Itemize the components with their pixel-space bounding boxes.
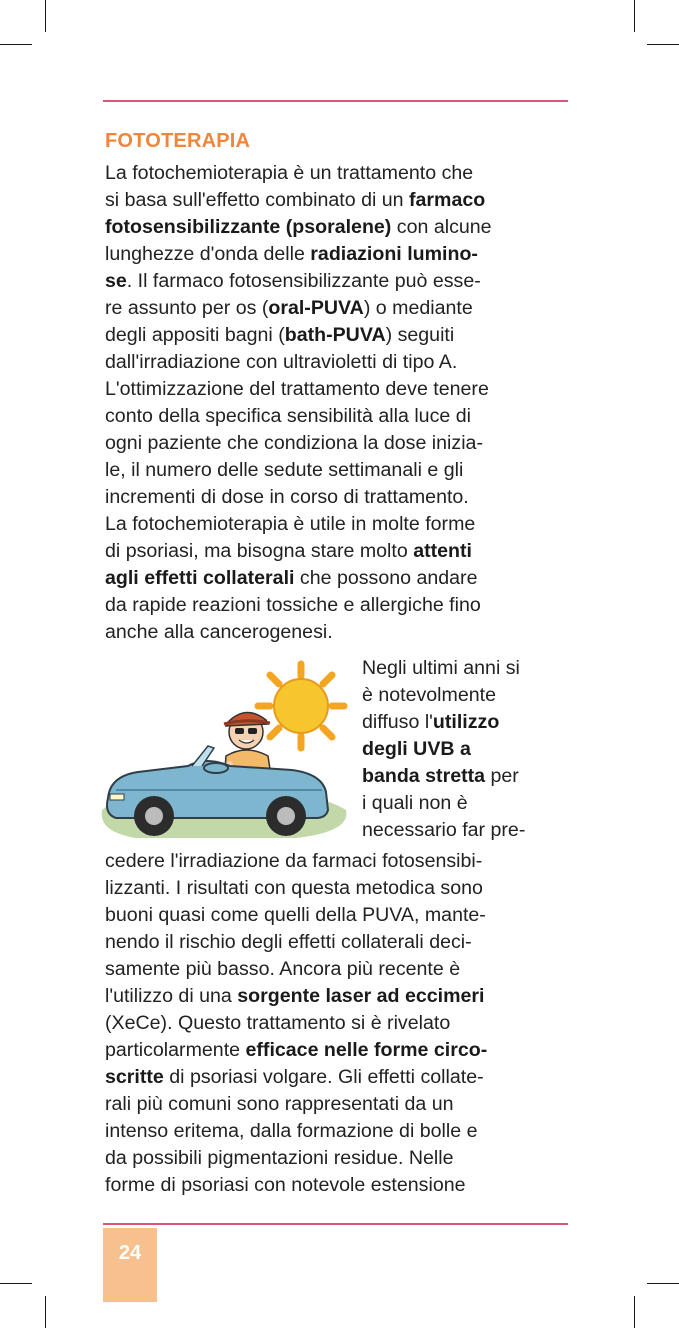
text-line: si basa sull'effetto combinato di un farmaco (105, 189, 486, 211)
text-line: lizzanti. I risultati con questa metodica sono (105, 877, 483, 899)
text-line: le, il numero delle sedute settimanali e gli (105, 459, 464, 481)
text-line: incrementi di dose in corso di trattamento. (105, 486, 469, 508)
text-line: lunghezze d'onda delle radiazioni lumino- (105, 243, 478, 265)
top-rule (103, 100, 568, 102)
text-line: necessario far pre- (362, 819, 526, 841)
text-line: nendo il rischio degli effetti collaterali deci- (105, 931, 472, 953)
text-line: La fotochemioterapia è utile in molte forme (105, 513, 476, 535)
text-line: La fotochemioterapia è un trattamento che (105, 162, 474, 184)
crop-mark (0, 44, 32, 45)
text-line: dall'irradiazione con ultravioletti di tipo A. (105, 351, 458, 373)
text-line: samente più basso. Ancora più recente è (105, 958, 461, 980)
text-line: scritte di psoriasi volgare. Gli effetti collate- (105, 1066, 484, 1088)
bottom-rule (103, 1223, 568, 1225)
crop-mark (647, 1283, 679, 1284)
crop-mark (45, 1296, 46, 1328)
emphasis: efficace nelle forme circo- (245, 1039, 488, 1061)
crop-mark (0, 1283, 32, 1284)
text-line: agli effetti collaterali che possono andare (105, 567, 478, 589)
text-line: re assunto per os (oral-PUVA) o mediante (105, 297, 473, 319)
emphasis: fotosensibilizzante (psoralene) (105, 216, 392, 238)
text-line: intenso eritema, dalla formazione di bolle e (105, 1120, 478, 1142)
emphasis: radiazioni lumino- (310, 243, 478, 265)
emphasis: sorgente laser ad eccimeri (237, 985, 485, 1007)
emphasis: farmaco (409, 189, 486, 211)
emphasis: se (105, 270, 127, 292)
emphasis: scritte (105, 1066, 164, 1088)
emphasis: utilizzo (432, 711, 500, 733)
text-line: di psoriasi, ma bisogna stare molto attenti (105, 540, 472, 562)
emphasis: agli effetti collaterali (105, 567, 295, 589)
text-line: da possibili pigmentazioni residue. Nelle (105, 1147, 454, 1169)
emphasis: degli UVB a (362, 738, 471, 760)
page-number: 24 (118, 1242, 142, 1264)
text-line: degli appositi bagni (bath-PUVA) seguiti (105, 324, 455, 346)
crop-mark (647, 44, 679, 45)
text-line: ogni paziente che condiziona la dose inizia- (105, 432, 483, 454)
emphasis: oral-PUVA (268, 297, 364, 319)
paragraph-laser (105, 848, 565, 1199)
text-line: Negli ultimi anni si (362, 657, 520, 679)
text-line: conto della specifica sensibilità alla luce di (105, 405, 471, 427)
text-line (362, 736, 562, 763)
paragraph-uvb (362, 655, 562, 844)
text-line: rali più comuni sono rappresentati da un (105, 1093, 454, 1115)
page-number-box (103, 1228, 157, 1302)
text-line: i quali non è (362, 792, 468, 814)
text-line: buoni quasi come quelli della PUVA, mante- (105, 904, 486, 926)
sun-icon (258, 664, 344, 748)
emphasis: banda stretta (362, 765, 486, 787)
crop-mark (634, 0, 635, 32)
crop-mark (45, 0, 46, 32)
car-driver-illustration (96, 660, 356, 845)
text-line: forme di psoriasi con notevole estensione (105, 1174, 466, 1196)
text-line: fotosensibilizzante (psoralene) con alcune (105, 216, 492, 238)
paragraph-fotochemioterapia (105, 160, 565, 646)
text-line: è notevolmente (362, 684, 496, 706)
text-line: se. Il farmaco fotosensibilizzante può esse- (105, 270, 481, 292)
text-line: (XeCe). Questo trattamento si è rivelato (105, 1012, 451, 1034)
text-line: diffuso l'utilizzo (362, 711, 500, 733)
text-line: L'ottimizzazione del trattamento deve tenere (105, 378, 489, 400)
emphasis: bath-PUVA (284, 324, 386, 346)
text-line: particolarmente efficace nelle forme circo- (105, 1039, 488, 1061)
text-line: da rapide reazioni tossiche e allergiche fino (105, 594, 481, 616)
text-line: anche alla cancerogenesi. (105, 621, 333, 643)
emphasis: attenti (413, 540, 472, 562)
text-line: cedere l'irradiazione da farmaci fotosensibi- (105, 850, 483, 872)
text-line: banda stretta per (362, 765, 519, 787)
crop-mark (634, 1296, 635, 1328)
text-line: l'utilizzo di una sorgente laser ad eccimeri (105, 985, 485, 1007)
section-title: FOTOTERAPIA (105, 130, 251, 152)
